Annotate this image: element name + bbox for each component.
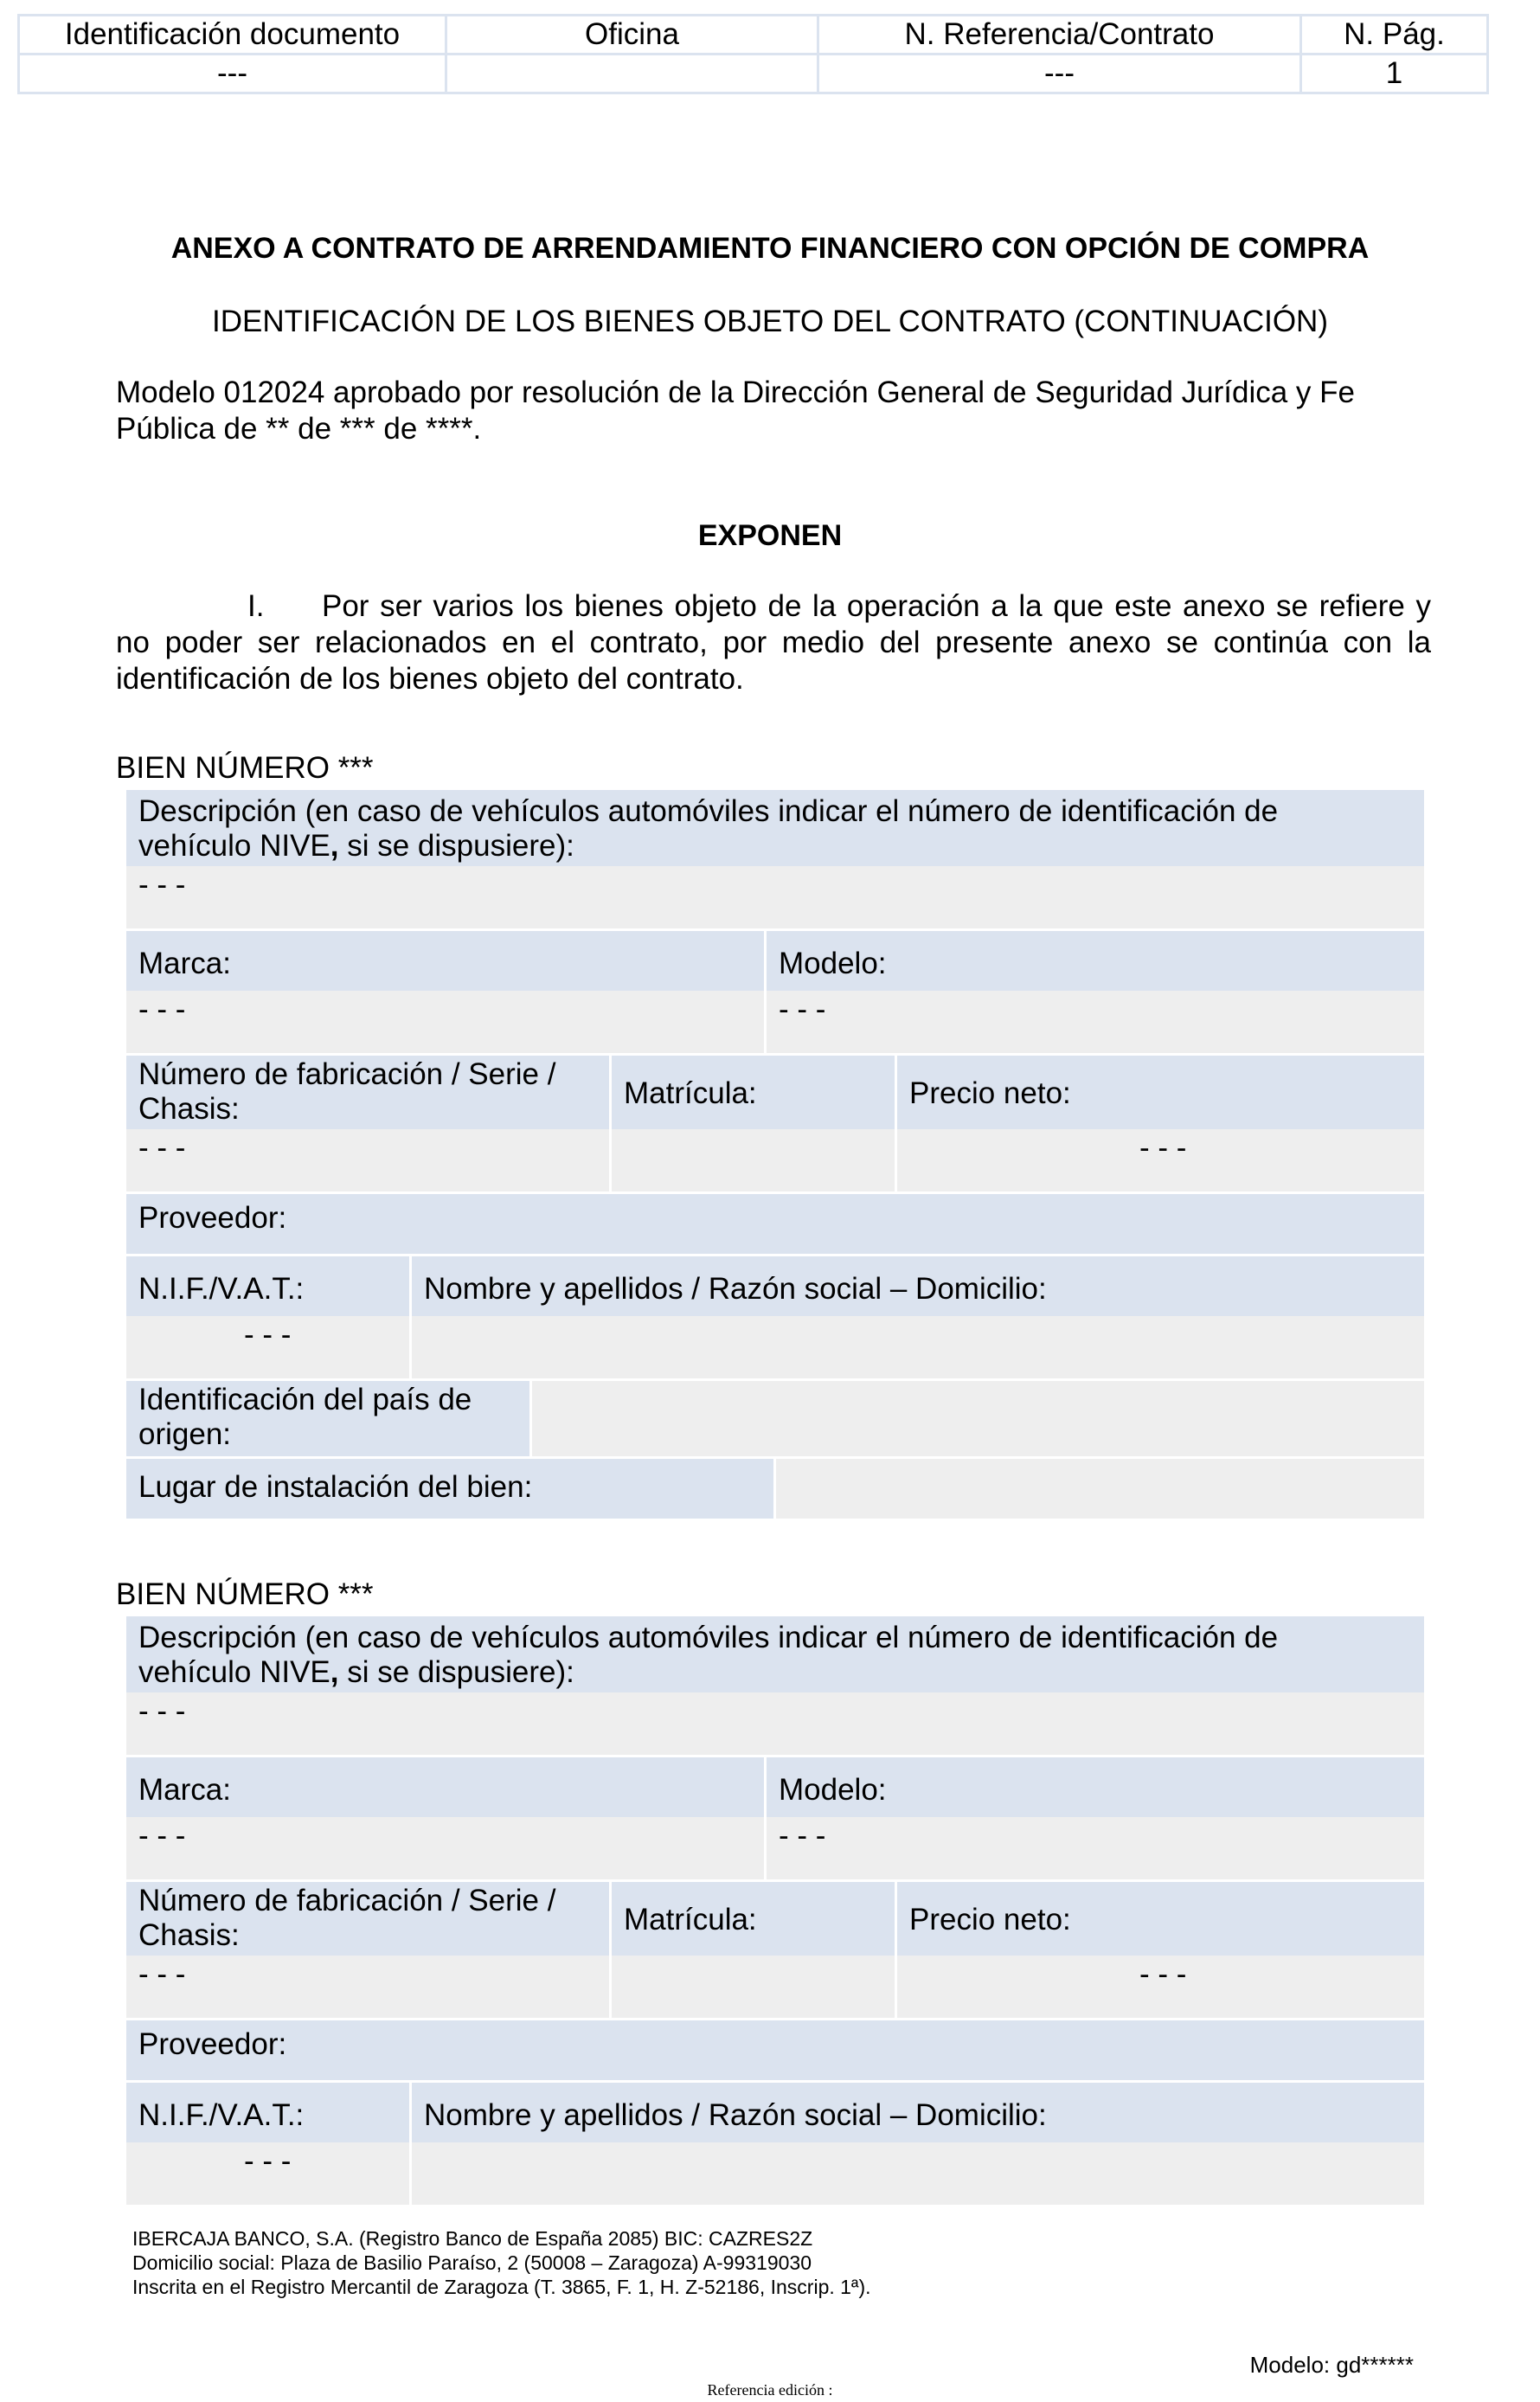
lugar-label: Lugar de instalación del bien: [126, 1459, 773, 1519]
nombre-value[interactable] [412, 1316, 1424, 1378]
footer-line-3: Inscrita en el Registro Mercantil de Zaragoza (T. 3865, F. 1, H. Z-52186, Inscrip. 1ª). [132, 2276, 871, 2298]
desc-label-text-end: si se dispusiere): [338, 829, 574, 863]
nif-value[interactable]: - - - [126, 2142, 409, 2205]
header-val-identificacion: --- [19, 55, 446, 93]
serie-label-line-1: Número de fabricación / Serie / [138, 1884, 556, 1917]
serie-label-row [126, 1053, 1424, 1129]
header-col-referencia: N. Referencia/Contrato [818, 16, 1301, 55]
footer-line-2: Domicilio social: Plaza de Basilio Paraíso, 2 (50008 – Zaragoza) A-99319030 [132, 2251, 812, 2274]
marca-value-row [126, 1817, 1424, 1879]
header-col-oficina: Oficina [446, 16, 818, 55]
proveedor-label: Proveedor: [126, 1194, 1424, 1254]
desc-label-line-2 [138, 1655, 1424, 1690]
precio-value[interactable]: - - - [897, 1956, 1424, 2018]
desc-label-comma: , [330, 829, 339, 863]
header-col-pagina: N. Pág. [1301, 16, 1488, 55]
modelo-label: Modelo: [767, 931, 1424, 991]
precio-label: Precio neto: [897, 1882, 1424, 1956]
desc-value[interactable]: - - - [126, 1692, 1424, 1755]
matricula-value[interactable] [612, 1129, 895, 1191]
desc-label-text-end: si se dispusiere): [338, 1655, 574, 1689]
pais-row [126, 1378, 1424, 1456]
modelo-label: Modelo: [767, 1757, 1424, 1817]
modelo-code: Modelo: gd****** [1249, 2352, 1414, 2378]
desc-label-line-1: Descripción (en caso de vehículos automóviles indicar el número de identificación de [138, 1621, 1279, 1654]
company-footer [132, 2226, 871, 2299]
serie-value[interactable]: - - - [126, 1956, 609, 2018]
serie-label [126, 1056, 609, 1129]
desc-label-comma: , [330, 1655, 339, 1689]
serie-value[interactable]: - - - [126, 1129, 609, 1191]
exponen-heading: EXPONEN [697, 519, 843, 552]
header-val-oficina [446, 55, 818, 93]
nif-value-row [126, 2142, 1424, 2205]
proveedor-label: Proveedor: [126, 2020, 1424, 2080]
nombre-value[interactable] [412, 2142, 1424, 2205]
desc-value-row [126, 866, 1424, 928]
matricula-label: Matrícula: [612, 1882, 895, 1956]
nif-label: N.I.F./V.A.T.: [126, 1256, 409, 1316]
desc-label [126, 1616, 1424, 1692]
marca-label-row [126, 1755, 1424, 1817]
serie-label-row [126, 1879, 1424, 1956]
header-col-identificacion: Identificación documento [19, 16, 446, 55]
clause-paragraph [116, 588, 1431, 697]
footer-line-1: IBERCAJA BANCO, S.A. (Registro Banco de España 2085) BIC: CAZRES2Z [132, 2227, 813, 2250]
pais-label [126, 1381, 529, 1456]
referencia-edicion: Referencia edición : [707, 2381, 833, 2399]
bien-table [126, 790, 1424, 1519]
nif-value[interactable]: - - - [126, 1316, 409, 1378]
proveedor-row [126, 2018, 1424, 2080]
desc-value[interactable]: - - - [126, 866, 1424, 928]
nombre-label: Nombre y apellidos / Razón social – Domicilio: [412, 2083, 1424, 2142]
modelo-value[interactable]: - - - [767, 991, 1424, 1053]
pais-value[interactable] [532, 1381, 1424, 1456]
modelo-value[interactable]: - - - [767, 1817, 1424, 1879]
matricula-label: Matrícula: [612, 1056, 895, 1129]
bien-label: BIEN NÚMERO *** [116, 1577, 374, 1611]
nif-label: N.I.F./V.A.T.: [126, 2083, 409, 2142]
lugar-row [126, 1456, 1424, 1519]
desc-label [126, 790, 1424, 866]
marca-value-row [126, 991, 1424, 1053]
serie-label [126, 1882, 609, 1956]
pais-label-line-2: origen: [138, 1417, 232, 1451]
serie-label-line-2: Chasis: [138, 1092, 240, 1126]
desc-label-text: vehículo NIVE [138, 829, 330, 863]
marca-value[interactable]: - - - [126, 1817, 764, 1879]
nif-value-row [126, 1316, 1424, 1378]
desc-label-line-1: Descripción (en caso de vehículos automóviles indicar el número de identificación de [138, 794, 1279, 828]
serie-label-line-1: Número de fabricación / Serie / [138, 1057, 556, 1091]
modelo-paragraph [116, 375, 1431, 447]
marca-label-row [126, 928, 1424, 991]
nif-label-row [126, 1254, 1424, 1316]
matricula-value[interactable] [612, 1956, 895, 2018]
modelo-line-1: Modelo 012024 aprobado por resolución de la Dirección General de Seguridad Jurídica y Fe [116, 376, 1355, 409]
desc-label-text: vehículo NIVE [138, 1655, 330, 1689]
clause-number: I. [247, 589, 265, 623]
marca-label: Marca: [126, 931, 764, 991]
desc-label-row [126, 790, 1424, 866]
nif-label-row [126, 2080, 1424, 2142]
clause-text: Por ser varios los bienes objeto de la operación a la que este anexo se refiere y no poder ser relacionados en el contrato, por medio del presente anexo se continúa con la identificación de los bienes objeto del contrato. [116, 589, 1431, 696]
modelo-line-2: Pública de ** de *** de ****. [116, 412, 482, 446]
header-val-referencia: --- [818, 55, 1301, 93]
document-subtitle: IDENTIFICACIÓN DE LOS BIENES OBJETO DEL CONTRATO (CONTINUACIÓN) [212, 305, 1328, 338]
lugar-value[interactable] [776, 1459, 1424, 1519]
nombre-label: Nombre y apellidos / Razón social – Domicilio: [412, 1256, 1424, 1316]
document-header-table [17, 14, 1489, 94]
marca-label: Marca: [126, 1757, 764, 1817]
desc-value-row [126, 1692, 1424, 1755]
document-title: ANEXO A CONTRATO DE ARRENDAMIENTO FINANCIERO CON OPCIÓN DE COMPRA [170, 232, 1370, 265]
header-val-pagina: 1 [1301, 55, 1488, 93]
bien-label: BIEN NÚMERO *** [116, 751, 374, 785]
serie-value-row [126, 1129, 1424, 1191]
pais-label-line-1: Identificación del país de [138, 1383, 472, 1416]
marca-value[interactable]: - - - [126, 991, 764, 1053]
bien-table [126, 1616, 1424, 2205]
desc-label-row [126, 1616, 1424, 1692]
desc-label-line-2 [138, 829, 1424, 864]
precio-value[interactable]: - - - [897, 1129, 1424, 1191]
serie-label-line-2: Chasis: [138, 1918, 240, 1952]
proveedor-row [126, 1191, 1424, 1254]
precio-label: Precio neto: [897, 1056, 1424, 1129]
serie-value-row [126, 1956, 1424, 2018]
